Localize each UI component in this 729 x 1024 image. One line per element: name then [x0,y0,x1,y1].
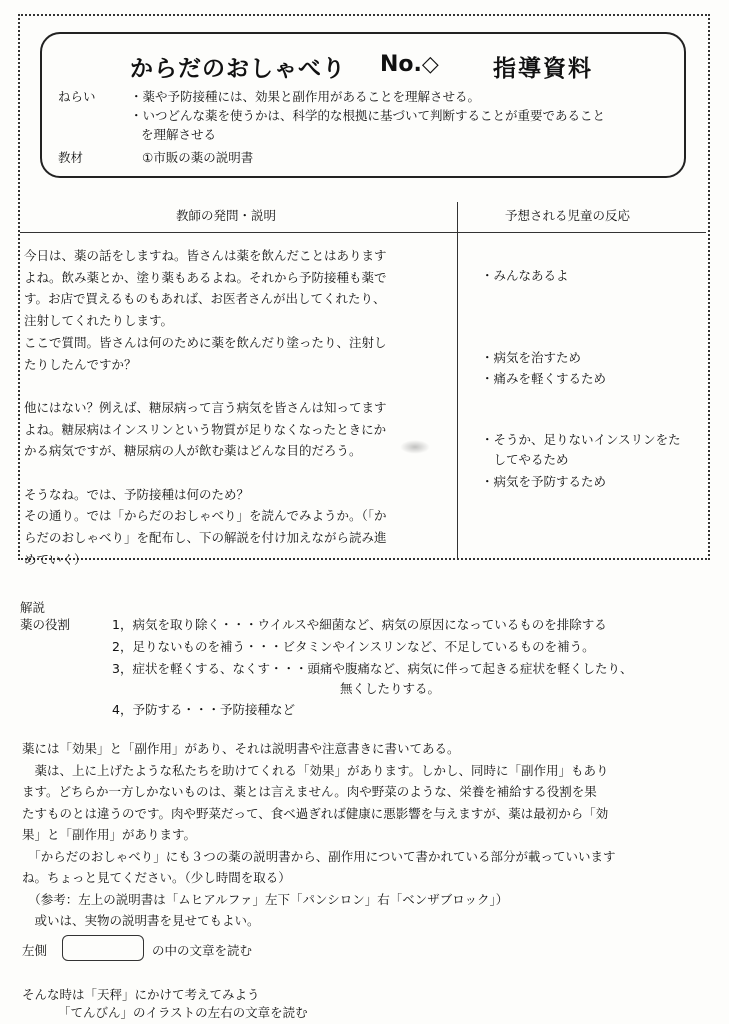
teacher-line: かる病気ですが、糖尿病の人が飲む薬はどんな目的だろう。 [24,443,362,459]
scale-instruction: 「てんびん」のイラストの左右の文章を読む [58,1005,308,1020]
teacher-line: よね。飲み薬とか、塗り薬もあるよね。それから予防接種も薬で [24,269,387,285]
material-label: 教材 [58,150,84,165]
column-header-children: 予想される児童の反応 [505,208,631,223]
teacher-line: らだのおしゃべり」を配布し、下の解説を付け加えながら読み進 [24,530,387,546]
material-item: ①市販の薬の説明書 [142,150,254,165]
role-item: 4，予防する・・・予防接種など [112,702,295,717]
body-line: ね。ちょっと見てください。（少し時間を取る） [22,870,291,885]
column-divider [457,202,458,558]
teacher-script [24,245,454,571]
role-item: 2，足りないものを補う・・・ビタミンやインスリンなど、不足しているものを補う。 [112,639,595,654]
commentary-heading: 解説 [20,600,46,615]
teacher-line: ここで質問。皆さんは何のために薬を飲んだり塗ったり、注射し [24,334,387,350]
response-item: ・そうか、足りないインスリンをた [481,432,681,447]
response-item: ・病気を予防するため [481,474,607,489]
body-line: 薬には「効果」と「副作用」があり、それは説明書や注意書きに書いてある。 [22,741,460,756]
blank-box [62,935,144,961]
role-item: 3，症状を軽くする、なくす・・・頭痛や腹痛など、病気に伴って起きる症状を軽くしたり、 [112,661,633,676]
body-line: たすものとは違うのです。肉や野菜だって、食べ過ぎれば健康に悪影響を与えますが、薬は最初から「効 [22,805,609,821]
column-header-teacher: 教師の発問・説明 [176,208,277,223]
response-item: してやるため [481,452,569,467]
scale-prompt: そんな時は「天秤」にかけて考えてみよう [22,987,260,1002]
body-line: 薬は、上に上げたような私たちを助けてくれる「効果」があります。しかし、同時に「副作用」もあり [22,762,609,778]
aim-line-2: ・いつどんな薬を使うかは、科学的な根拠に基づいて判断することが重要であること [130,108,606,123]
teacher-line: めていく） [24,551,87,567]
role-label: 薬の役割 [20,617,71,632]
role-item-continued: 無くしたりする。 [340,681,441,696]
role-item: 1，病気を取り除く・・・ウイルスや細菌など、病気の原因になっているものを排除する [112,617,607,632]
response-item: ・みんなあるよ [481,268,569,283]
spacer [24,375,454,397]
table-divider [20,232,706,233]
scan-smudge [400,440,430,454]
body-line: 或いは、実物の説明書を見せてもよい。 [22,913,260,928]
body-line: ます。どちらか一方しかないものは、薬とは言えません。肉や野菜のような、栄養を補給する役割を果 [22,784,597,799]
response-item: ・病気を治すため [481,350,582,365]
teacher-line: よね。糖尿病はインスリンという物質が足りなくなったときにか [24,421,387,437]
teacher-line: そうなね。では、予防接種は何のため？ [24,486,250,502]
body-line: 「からだのおしゃべり」にも３つの薬の説明書から、副作用について書かれている部分が載っていいます [22,848,616,864]
teacher-line: す。お店で買えるものもあれば、お医者さんが出してくれたり、 [24,291,386,307]
teacher-line: 注射してくれたりします。 [24,313,174,329]
aim-line-3: を理解させる [141,127,217,142]
spacer [24,462,454,484]
teacher-line: 今日は、薬の話をしますね。皆さんは薬を飲んだことはあります [24,248,387,263]
teacher-line: その通り。では「からだのおしゃべり」を読んでみようか。（「か [24,508,387,524]
aim-label: ねらい [58,89,96,104]
box-instruction: の中の文章を読む [152,943,253,958]
issue-number: No.◇ [380,52,439,77]
aim-line-1: ・薬や予防接種には、効果と副作用があることを理解させる。 [130,89,481,104]
body-line: 果」と「副作用」があります。 [22,827,197,842]
page-title: からだのおしゃべり [130,56,346,82]
document-type: 指導資料 [493,56,593,82]
body-line: （参考：左上の説明書は「ムヒアルファ」左下「パンシロン」右「ベンザブロック」） [22,891,509,907]
explanation-body [22,738,722,932]
left-label: 左側 [22,943,48,958]
response-item: ・痛みを軽くするため [481,371,607,386]
teacher-line: たりしたんですか？ [24,356,137,372]
teacher-line: 他にはない？例えば、糖尿病って言う病気を皆さんは知ってます [24,399,387,415]
